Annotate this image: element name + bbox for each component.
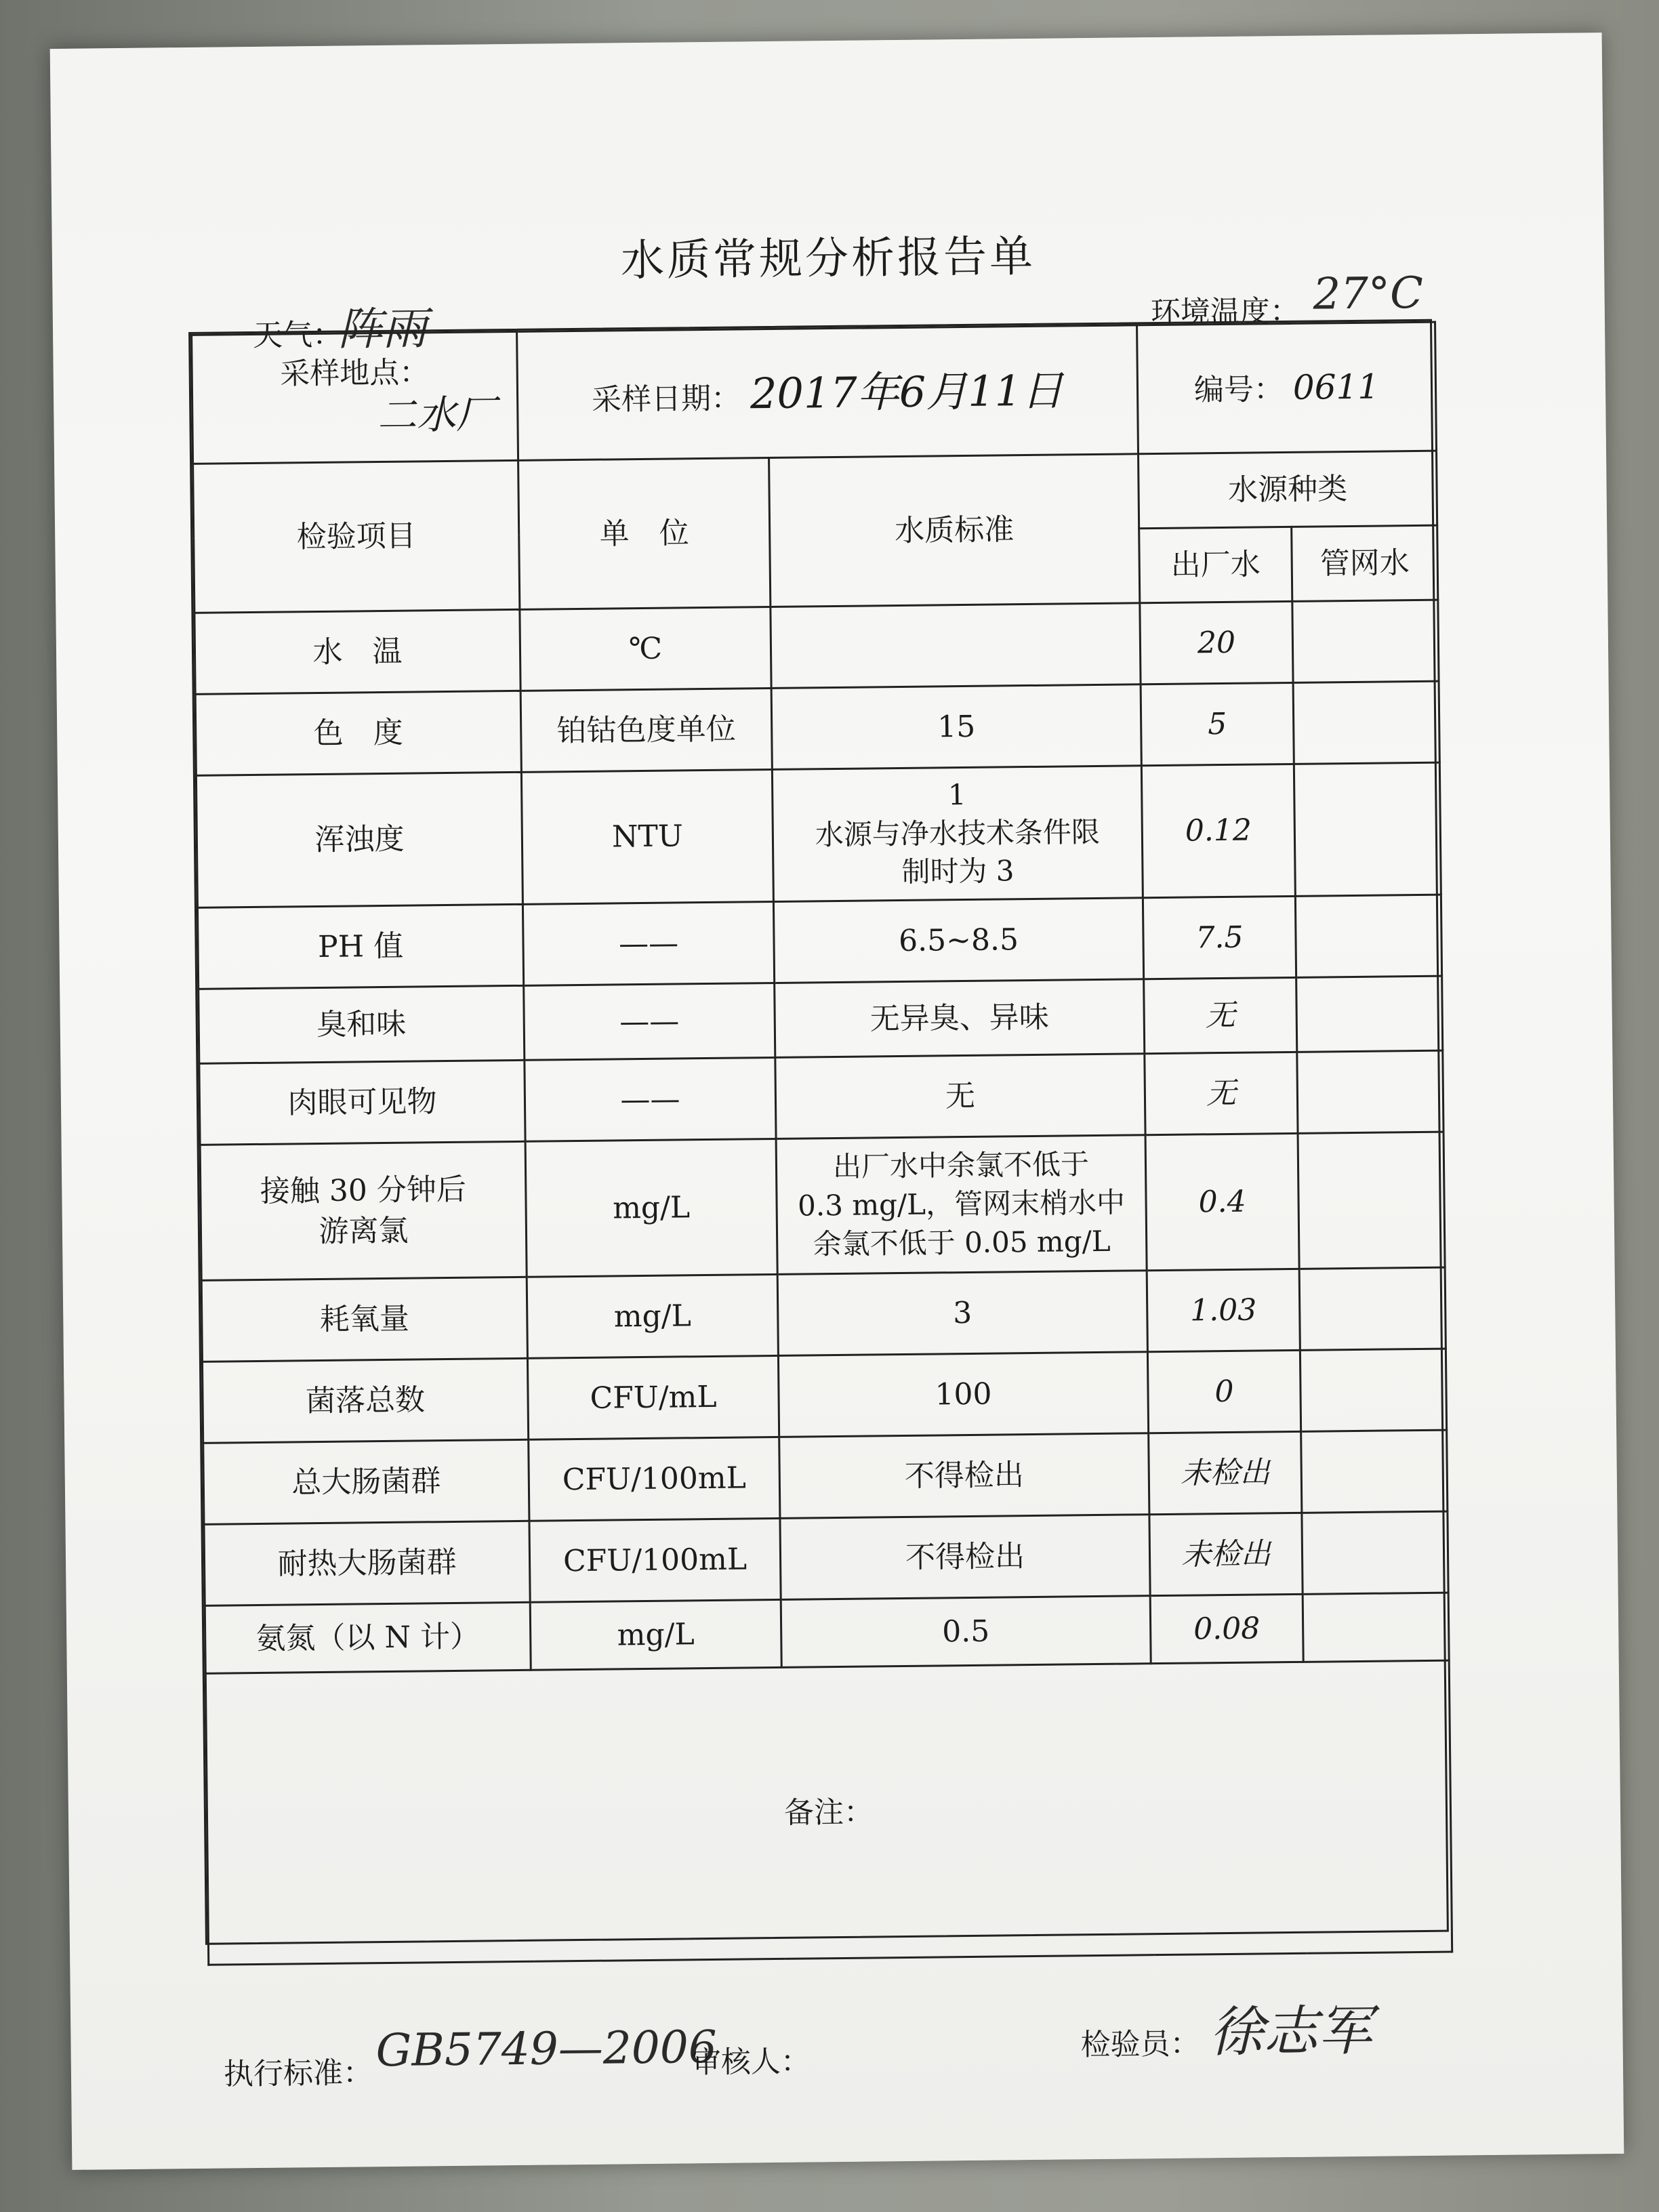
row-unit: ——	[523, 901, 774, 985]
row-factory-value: 未检出	[1149, 1513, 1303, 1595]
row-factory-value: 未检出	[1149, 1431, 1302, 1514]
row-network-value	[1301, 1430, 1448, 1513]
row-unit: CFU/100mL	[529, 1437, 780, 1521]
row-network-value	[1298, 1132, 1445, 1269]
row-factory-value: 0.08	[1150, 1594, 1303, 1663]
row-standard: 出厂水中余氯不低于 0.3 mg/L，管网末梢水中 余氯不低于 0.05 mg/L	[776, 1135, 1147, 1275]
env-temp-value: 27°C	[1313, 268, 1424, 320]
header-item: 检验项目	[193, 460, 520, 613]
row-item: 耗氧量	[201, 1277, 527, 1361]
row-factory-value: 无	[1145, 1052, 1298, 1134]
row-item: 色 度	[195, 691, 521, 775]
row-network-value	[1293, 681, 1439, 764]
table-row	[200, 1132, 1445, 1280]
weather-value: 阵雨	[337, 302, 428, 356]
serial-label: 编号：	[1193, 371, 1284, 408]
row-standard: 1 水源与净水技术条件限 制时为 3	[772, 766, 1143, 902]
row-unit: mg/L	[527, 1274, 778, 1358]
header-factory: 出厂水	[1139, 527, 1292, 602]
row-standard: 3	[777, 1271, 1147, 1356]
table-row	[195, 681, 1439, 775]
row-factory-value: 0.4	[1145, 1133, 1299, 1270]
table-row	[202, 1349, 1446, 1443]
row-factory-value: 0	[1147, 1350, 1300, 1433]
row-unit: CFU/mL	[527, 1355, 779, 1439]
row-network-value	[1299, 1267, 1446, 1350]
env-temp-label: 环境温度：	[1150, 293, 1300, 331]
inspector-signature: 徐志军	[1208, 1999, 1372, 2064]
row-item: 菌落总数	[202, 1358, 528, 1443]
row-unit: CFU/100mL	[529, 1518, 781, 1602]
row-standard: 无异臭、异味	[775, 979, 1145, 1058]
row-factory-value: 7.5	[1143, 896, 1296, 979]
table-row	[199, 1050, 1443, 1145]
table-row	[205, 1593, 1449, 1673]
report-table	[188, 319, 1449, 1945]
table-row	[196, 762, 1441, 907]
row-factory-value: 20	[1140, 601, 1293, 684]
row-item: PH 值	[197, 904, 523, 989]
row-standard: 15	[771, 684, 1141, 770]
row-standard: 0.5	[781, 1596, 1151, 1668]
sample-date-value: 2017年6月11日	[750, 365, 1064, 418]
row-item: 耐热大肠菌群	[204, 1521, 530, 1605]
row-factory-value: 无	[1144, 977, 1297, 1053]
header-network: 管网水	[1292, 525, 1438, 601]
row-unit: ——	[525, 1057, 776, 1141]
row-item: 肉眼可见物	[199, 1060, 525, 1145]
row-standard: 100	[778, 1352, 1148, 1437]
row-standard: 无	[775, 1054, 1145, 1139]
report-title: 水质常规分析报告单	[620, 231, 1036, 287]
table-row	[194, 600, 1439, 694]
row-factory-value: 1.03	[1147, 1269, 1300, 1351]
weather-label: 天气：	[252, 317, 343, 353]
sample-place-value: 二水厂	[377, 391, 496, 439]
exec-standard-value: GB5749—2006	[375, 2020, 718, 2077]
row-item: 臭和味	[199, 985, 525, 1063]
header-standard: 水质标准	[769, 454, 1140, 607]
row-standard: 6.5~8.5	[773, 898, 1143, 983]
row-network-value	[1303, 1593, 1449, 1662]
sample-date-cell	[517, 325, 1139, 461]
table-row	[204, 1511, 1448, 1605]
serial-value: 0611	[1292, 367, 1380, 407]
sample-place-label: 采样地点：	[279, 354, 430, 392]
sample-date-label: 采样日期：	[591, 381, 741, 417]
header-unit: 单 位	[518, 457, 771, 609]
row-network-value	[1300, 1349, 1446, 1431]
table-row	[199, 976, 1443, 1063]
remarks-cell	[205, 1660, 1452, 1965]
table-row	[201, 1267, 1446, 1361]
row-factory-value: 5	[1141, 682, 1294, 765]
reviewer-label: 审核人：	[691, 2044, 811, 2081]
header-source-type: 水源种类	[1139, 451, 1437, 529]
row-standard: 不得检出	[780, 1515, 1150, 1600]
row-item: 氨氮（以 N 计）	[205, 1602, 531, 1673]
data-rows	[194, 600, 1449, 1673]
row-unit: mg/L	[525, 1139, 777, 1277]
sample-place-cell	[192, 331, 518, 464]
row-network-value	[1294, 762, 1441, 896]
inspector-label: 检验员：	[1080, 2026, 1200, 2063]
row-item: 浑浊度	[196, 772, 523, 907]
row-factory-value: 0.12	[1141, 764, 1295, 897]
row-network-value	[1302, 1511, 1448, 1594]
table-row	[203, 1430, 1448, 1524]
row-network-value	[1297, 1050, 1443, 1133]
table-row	[197, 895, 1441, 989]
row-item: 总大肠菌群	[203, 1439, 529, 1524]
exec-standard-label: 执行标准：	[223, 2055, 373, 2092]
row-item: 水 温	[194, 609, 520, 694]
row-network-value	[1292, 600, 1439, 682]
serial-cell	[1137, 322, 1437, 454]
row-unit: ——	[524, 983, 775, 1060]
row-network-value	[1296, 976, 1443, 1052]
remarks-label: 备注：	[783, 1795, 874, 1830]
row-item: 接触 30 分钟后 游离氯	[200, 1141, 527, 1280]
row-unit: NTU	[521, 769, 773, 904]
row-standard	[771, 603, 1141, 689]
row-standard: 不得检出	[779, 1433, 1149, 1519]
row-unit: 铂钴色度单位	[520, 688, 772, 772]
row-network-value	[1295, 895, 1441, 977]
report-sheet	[50, 33, 1624, 2170]
row-unit: ℃	[520, 607, 771, 691]
row-unit: mg/L	[530, 1599, 781, 1670]
